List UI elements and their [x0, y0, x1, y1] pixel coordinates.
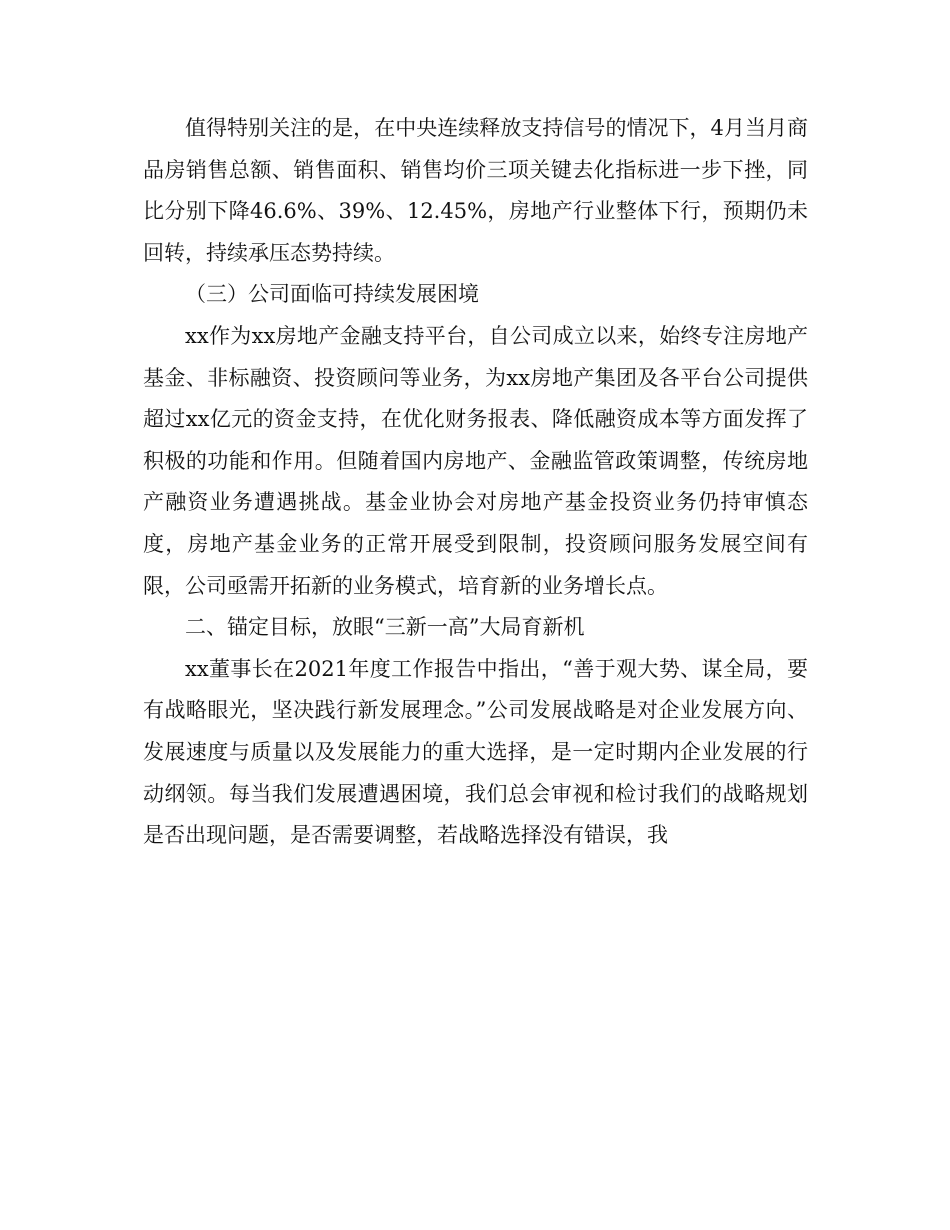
section-heading-sustainability: （三）公司面临可持续发展困境: [185, 282, 479, 307]
paragraph-chairman-report: xx董事长在2021年度工作报告中指出，“善于观大势、谋全局，要有战略眼光，坚决践行新发展理念。”公司发展战略是对企业发展方向、发展速度与质量以及发展能力的重大选择，是一定时期内企业发展的行动纲领。每当我们发展遭遇困境，我们总会审视和检讨我们的战略规划是否出现问题，是否需要调整，若战略选择没有错误，我: [143, 656, 808, 848]
section-heading-goals: 二、锚定目标，放眼“三新一高”大局育新机: [185, 615, 585, 640]
paragraph-market-decline: 值得特别关注的是，在中央连续释放支持信号的情况下，4月当月商品房销售总额、销售面积、销售均价三项关键去化指标进一步下挫，同比分别下降46.6%、39%、12.45%，房地产行业整体下行，预期仍未回转，持续承压态势持续。: [143, 116, 808, 265]
paragraph-company-dilemma: xx作为xx房地产金融支持平台，自公司成立以来，始终专注房地产基金、非标融资、投资顾问等业务，为xx房地产集团及各平台公司提供超过xx亿元的资金支持，在优化财务报表、降低融资成本等方面发挥了积极的功能和作用。但随着国内房地产、金融监管政策调整，传统房地产融资业务遭遇挑战。基金业协会对房地产基金投资业务仍持审慎态度，房地产基金业务的正常开展受到限制，投资顾问服务发展空间有限，公司亟需开拓新的业务模式，培育新的业务增长点。: [143, 323, 808, 598]
document-body: [143, 108, 808, 857]
